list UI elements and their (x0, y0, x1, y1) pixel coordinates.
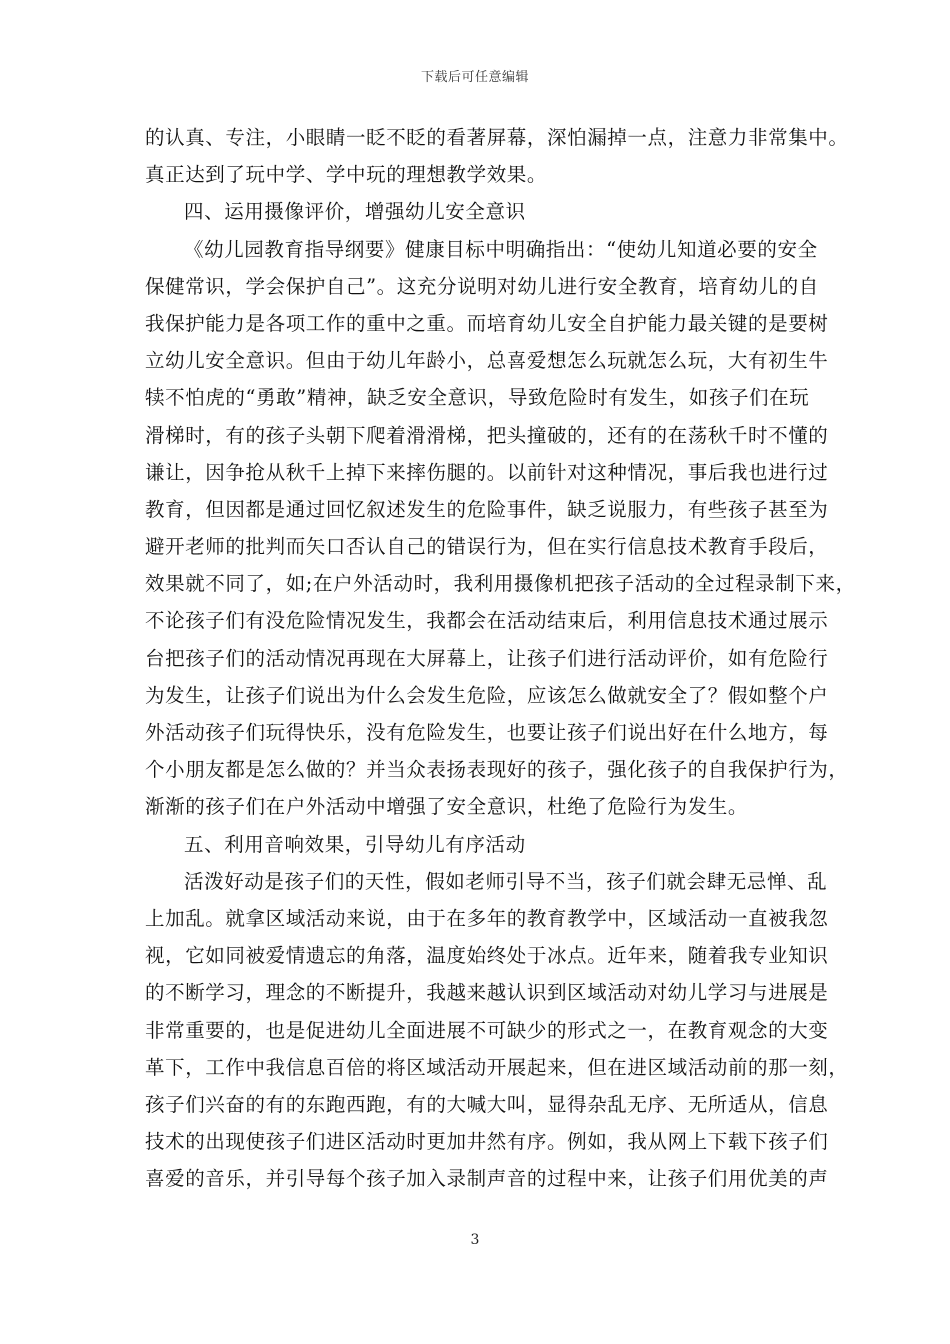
text-line: 四、运用摄像评价，增强幼儿安全意识 (184, 200, 526, 224)
text-line: 外活动孩子们玩得快乐，没有危险发生，也要让孩子们说出好在什么地方，每 (145, 721, 829, 744)
text-line: 的认真、专注，小眼睛一眨不眨的看著屏幕，深怕漏掉一点，注意力非常集中。 (145, 126, 849, 149)
text-line: 教育，但因都是通过回忆叙述发生的危险事件，缺乏说服力，有些孩子甚至为 (145, 497, 829, 521)
text-line: 不论孩子们有没危险情况发生，我都会在活动结束后，利用信息技术通过展示 (145, 609, 829, 633)
text-line: 《幼儿园教育指导纲要》健康目标中明确指出：“使幼儿知道必要的安全 (184, 237, 818, 261)
text-line: 个小朋友都是怎么做的？并当众表扬表现好的孩子，强化孩子的自我保护行为， (145, 758, 849, 782)
text-line: 保健常识，学会保护自己”。这充分说明对幼儿进行安全教育，培育幼儿的自 (145, 274, 819, 298)
text-line: 上加乱。就拿区域活动来说，由于在多年的教育教学中，区域活动一直被我忽 (145, 906, 829, 930)
text-line: 五、利用音响效果，引导幼儿有序活动 (184, 832, 526, 856)
text-line: 谦让，因争抢从秋千上掉下来摔伤腿的。以前针对这种情况，事后我也进行过 (145, 460, 829, 484)
text-line: 避开老师的批判而矢口否认自己的错误行为，但在实行信息技术教育手段后， (145, 535, 829, 559)
text-line: 犊不怕虎的“勇敢”精神，缺乏安全意识，导致危险时有发生，如孩子们在玩 (145, 386, 810, 410)
text-line: 效果就不同了，如;在户外活动时，我利用摄像机把孩子活动的全过程录制下来， (145, 572, 856, 596)
text-line: 立幼儿安全意识。但由于幼儿年龄小，总喜爱想怎么玩就怎么玩，大有初生牛 (145, 349, 829, 373)
text-line: 非常重要的，也是促进幼儿全面进展不可缺少的形式之一，在教育观念的大变 (145, 1018, 829, 1042)
text-line: 我保护能力是各项工作的重中之重。而培育幼儿安全自护能力最关键的是要树 (145, 311, 829, 335)
text-line: 滑梯时，有的孩子头朝下爬着滑滑梯，把头撞破的，还有的在荡秋千时不懂的 (145, 423, 829, 447)
text-line: 渐渐的孩子们在户外活动中增强了安全意识，杜绝了危险行为发生。 (145, 795, 749, 819)
text-line: 真正达到了玩中学、学中玩的理想教学效果。 (145, 163, 548, 187)
text-line: 台把孩子们的活动情况再现在大屏幕上，让孩子们进行活动评价，如有危险行 (145, 646, 829, 670)
text-line: 的不断学习，理念的不断提升，我越来越认识到区域活动对幼儿学习与进展是 (145, 981, 829, 1005)
text-line: 技术的出现使孩子们进区活动时更加井然有序。例如，我从网上下载下孩子们 (145, 1130, 829, 1154)
text-line: 视，它如同被爱情遗忘的角落，温度始终处于冰点。近年来，随着我专业知识 (145, 944, 829, 968)
text-line: 孩子们兴奋的有的东跑西跑，有的大喊大叫，显得杂乱无序、无所适从，信息 (145, 1092, 829, 1116)
page-header: 下载后可任意编辑 (420, 70, 529, 85)
document-body (145, 119, 856, 1197)
text-line: 喜爱的音乐，并引导每个孩子加入录制声音的过程中来，让孩子们用优美的声 (145, 1167, 829, 1191)
text-line: 活泼好动是孩子们的天性，假如老师引导不当，孩子们就会肆无忌惮、乱 (184, 869, 828, 893)
page-number: 3 (470, 1232, 480, 1248)
text-line: 为发生，让孩子们说出为什么会发生危险，应该怎么做就安全了？假如整个户 (145, 683, 829, 707)
text-line: 革下，工作中我信息百倍的将区域活动开展起来，但在进区域活动前的那一刻， (145, 1055, 849, 1079)
